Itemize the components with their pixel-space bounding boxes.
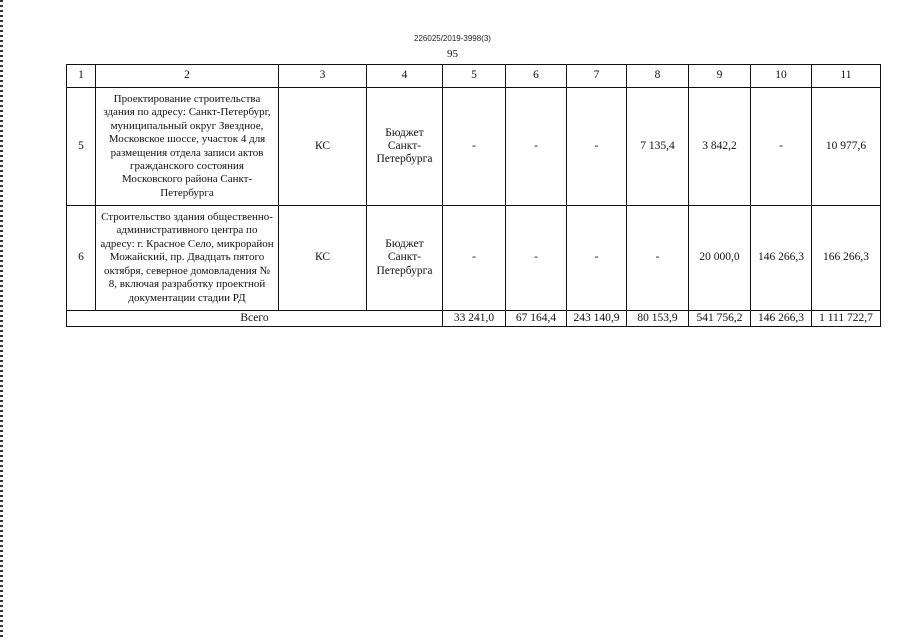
value-cell: 3 842,2 [689,88,751,206]
scan-edge-marks [0,0,3,640]
row-number: 5 [67,88,96,206]
total-value: 67 164,4 [506,311,567,327]
header-cell: 5 [443,65,506,88]
total-value: 541 756,2 [689,311,751,327]
header-cell: 3 [279,65,367,88]
total-value: 80 153,9 [627,311,689,327]
value-cell: 166 266,3 [812,206,881,311]
table-row [67,206,881,311]
total-value: 146 266,3 [751,311,812,327]
value-cell: - [567,88,627,206]
header-cell: 4 [367,65,443,88]
funding-source-text: Бюджет Санкт-Петербурга [376,238,433,277]
value-cell: 10 977,6 [812,88,881,206]
header-cell: 10 [751,65,812,88]
value-cell: - [751,88,812,206]
total-value: 243 140,9 [567,311,627,327]
header-cell: 9 [689,65,751,88]
object-description: Строительство здания общественно-административного центра по адресу: г. Красное Село, микрорайон Можайский, пр. Двадцать пятого октября, северное домовладения № 8, включая разработку проектной документации стадии РД [96,206,279,311]
header-cell: 8 [627,65,689,88]
value-cell: 146 266,3 [751,206,812,311]
header-cell: 2 [96,65,279,88]
budget-table [66,64,881,327]
funding-source [367,206,443,311]
total-value: 1 111 722,7 [812,311,881,327]
header-cell: 6 [506,65,567,88]
funding-source [367,88,443,206]
header-cell: 1 [67,65,96,88]
value-cell: - [443,88,506,206]
value-cell: - [567,206,627,311]
value-cell: - [627,206,689,311]
value-cell: 20 000,0 [689,206,751,311]
object-description: Проектирование строительства здания по адресу: Санкт-Петербург, муниципальный округ Звездное, Московское шоссе, участок 4 для размещения отдела записи актов гражданского состояния Московского района Санкт-Петербурга [96,88,279,206]
total-label: Всего [67,311,443,327]
value-cell: - [506,88,567,206]
document-id: 226025/2019-3998(3) [414,34,491,43]
object-type: КС [279,88,367,206]
table-row [67,88,881,206]
total-row [67,311,881,327]
header-row [67,65,881,88]
page-number: 95 [447,48,458,60]
funding-source-text: Бюджет Санкт-Петербурга [376,126,433,166]
value-cell: - [443,206,506,311]
header-cell: 11 [812,65,881,88]
total-value: 33 241,0 [443,311,506,327]
row-number: 6 [67,206,96,311]
object-type: КС [279,206,367,311]
header-cell: 7 [567,65,627,88]
value-cell: - [506,206,567,311]
value-cell: 7 135,4 [627,88,689,206]
